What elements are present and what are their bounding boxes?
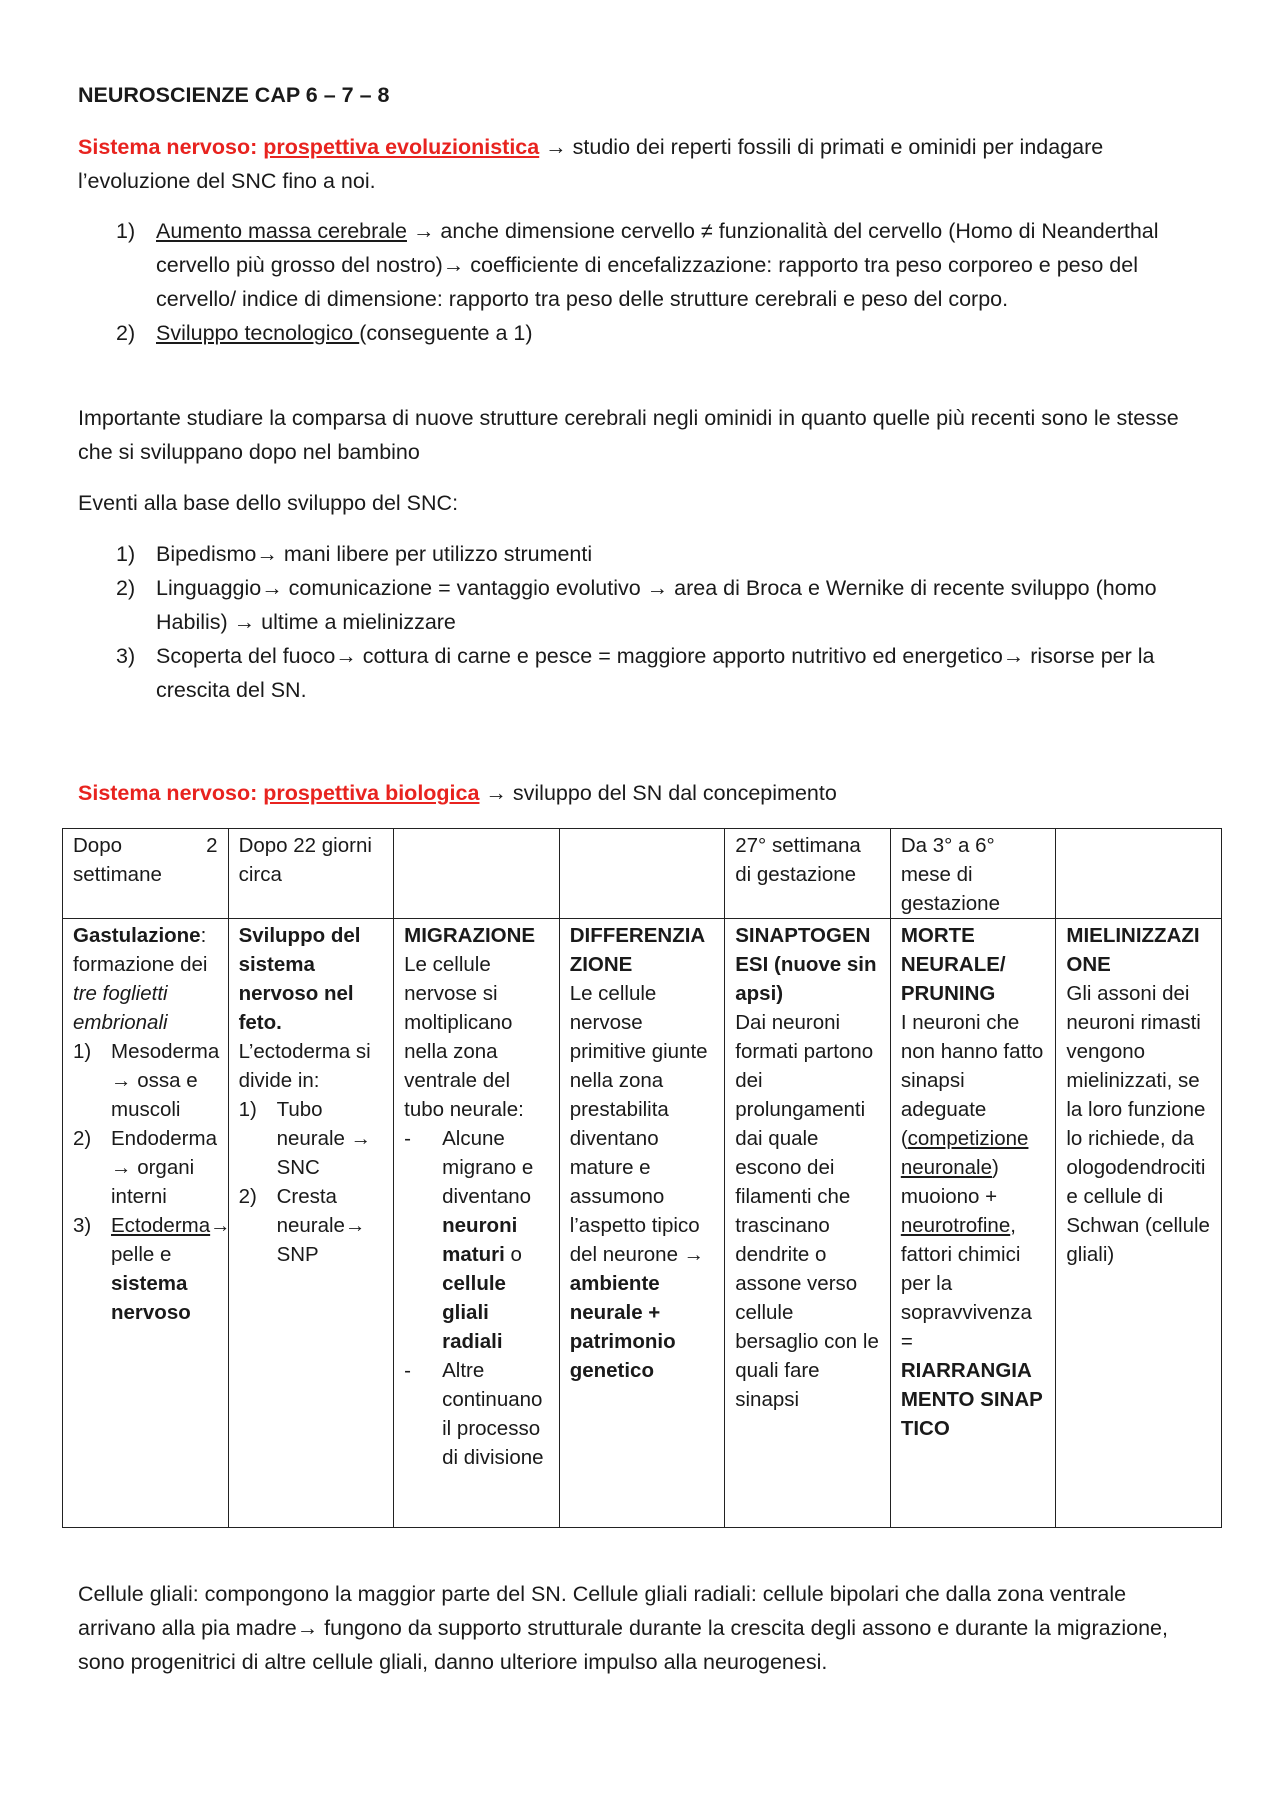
list-item: 2) Sviluppo tecnologico (conseguente a 1) [116,321,533,345]
header-cell: Dopo 22 giorni circa [228,829,394,919]
table-row [63,919,1222,1528]
synaptogenesis-cell: SINAPTOGENESI (nuove sinapsi) Dai neuroni formati partono dei prolungamenti dai quale escono dei filamenti che trascinano dendrite o assone verso cellule bersaglio con le quali fare sinapsi [725,919,891,1528]
biology-heading: Sistema nervoso: prospettiva biologica [78,781,480,805]
biology-intro: → sviluppo del SN dal concepimento [479,781,837,805]
header-cell [559,829,725,919]
list-item: 1) Mesoderma → ossa e muscoli [73,1040,220,1121]
list-item: 1) Bipedismo→ mani libere per utilizzo strumenti [116,542,593,566]
list-item: - Alcune migrano e diventano neuroni maturi o cellule gliali radiali [404,1127,534,1353]
myelination-cell: MIELINIZZAZIONE Gli assoni dei neuroni rimasti vengono mielinizzati, se la loro funzione lo richiede, da ologodendrociti e cellule di Schwan (cellule gliali) [1056,919,1222,1528]
glial-paragraph: Cellule gliali: compongono la maggior parte del SN. Cellule gliali radiali: cellule bipolari che dalla zona ventrale arrivano alla pia madre→ fungono da supporto strutturale durante la crescita degli assono e durante la migrazione, sono progenitrici di altre cellule gliali, danno ulteriore impulso alla neurogenesi. [78,1582,1168,1674]
evolution-heading: Sistema nervoso: prospettiva evoluzionistica [78,135,540,159]
header-cell: Dopo 2 settimane [63,829,229,919]
header-cell: 27° settimana di gestazione [725,829,891,919]
fetal-development-cell: Sviluppo del sistema nervoso nel feto. L’ectoderma si divide in: 1) Tubo neurale → SNC 2) Cresta neurale→ SNP [228,919,394,1528]
list-item: 3) Ectoderma→ pelle e sistema nervoso [73,1214,231,1324]
structures-paragraph: Importante studiare la comparsa di nuove strutture cerebrali negli ominidi in quanto quelle più recenti sono le stesse che si sviluppano dopo nel bambino [78,406,1179,464]
evolution-list [78,214,1208,350]
migration-cell: MIGRAZIONE Le cellule nervose si moltiplicano nella zona ventrale del tubo neurale: - Alcune migrano e diventano neuroni maturi o cellule gliali radiali - Altre continuano il processo di divisione [394,919,560,1528]
evolution-paragraph [78,130,1203,198]
header-cell [394,829,560,919]
biology-paragraph [78,776,1203,810]
gastrulation-cell: Gastulazione: formazione dei tre foglietti embrionali 1) Mesoderma → ossa e muscoli 2) Endoderma → organi interni 3) Ectoderma→ pelle e sistema nervoso [63,919,229,1528]
list-item: - Altre continuano il processo di divisione [404,1359,544,1469]
table-header-row [63,829,1222,919]
differentiation-cell: DIFFERENZIAZIONE Le cellule nervose primitive giunte nella zona prestabilita diventano mature e assumono l’aspetto tipico del neurone → ambiente neurale + patrimonio genetico [559,919,725,1528]
events-list [78,537,1208,707]
events-intro: Eventi alla base dello sviluppo del SNC: [78,491,459,515]
list-item: 2) Endoderma → organi interni [73,1127,217,1208]
list-item: 2) Linguaggio→ comunicazione = vantaggio evolutivo → area di Broca e Wernike di recente sviluppo (homo Habilis) → ultime a mielinizzare [116,576,1157,634]
list-item: 1) Aumento massa cerebrale → anche dimensione cervello ≠ funzionalità del cervello (Homo di Neanderthal cervello più grosso del nostro)→ coefficiente di encefalizzazione: rapporto tra peso corporeo e peso del cervello/ indice di dimensione: rapporto tra peso delle strutture cerebrali e peso del corpo. [116,219,1159,311]
evolution-intro: → studio dei reperti fossili di primati e ominidi per indagare l’evoluzione del SNC fino a noi. [78,135,1104,193]
header-cell: Da 3° a 6° mese di gestazione [890,829,1056,919]
list-item: 3) Scoperta del fuoco→ cottura di carne e pesce = maggiore apporto nutritivo ed energetico→ risorse per la crescita del SN. [116,644,1155,702]
document-title: NEUROSCIENZE CAP 6 – 7 – 8 [78,83,390,107]
list-item: 2) Cresta neurale→ SNP [238,1185,366,1266]
pruning-cell: MORTE NEURALE/ PRUNING I neuroni che non hanno fatto sinapsi adeguate (competizione neuronale) muoiono + neurotrofine, fattori chimici per la sopravvivenza = RIARRANGIAMENTO SINAPTICO [890,919,1056,1528]
development-table [62,828,1222,1528]
list-item: 1) Tubo neurale → SNC [238,1098,372,1179]
header-cell [1056,829,1222,919]
